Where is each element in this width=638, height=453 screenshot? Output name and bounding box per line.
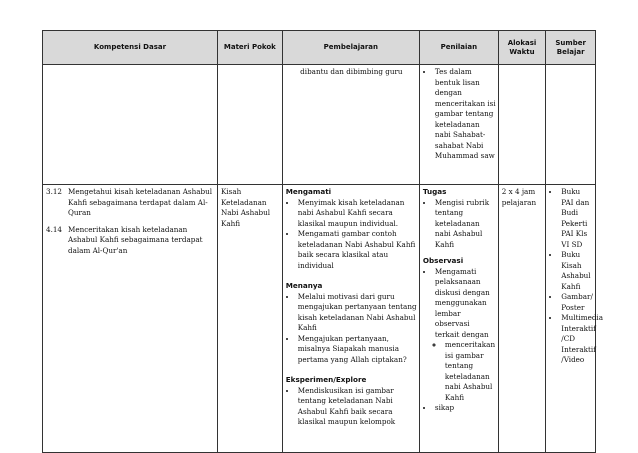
cell-pembelajaran-cont [282, 65, 419, 185]
section-heading-eksperimen: Eksperimen/Explore [285, 375, 367, 384]
header-kompetensi-dasar: Kompetensi Dasar [43, 31, 218, 65]
list-item: • Mendiskusikan isi gambar tentang keteladanan Nabi Ashabul Kahfi baik secara klasikal maupun kelompok [297, 386, 417, 428]
kd-number: 3.12 [46, 187, 63, 196]
cell-kompetensi-dasar [43, 185, 218, 453]
header-pembelajaran: Pembelajaran [282, 31, 419, 65]
pembelajaran-cont-text: dibantu dan dibimbing guru [300, 67, 403, 76]
kd-item [46, 225, 215, 257]
silabus-table [42, 30, 604, 453]
section-heading-tugas: Tugas [422, 187, 447, 196]
section-heading-menanya: Menanya [285, 281, 323, 290]
menanya-list [286, 292, 417, 366]
cell-materi-pokok [217, 185, 282, 453]
header-penilaian: Penilaian [419, 31, 498, 65]
kd-text: Menceritakan kisah keteladanan Ashabul Kahfi sebagaimana terdapat dalam Al-Qur'an [68, 224, 203, 255]
header-row [43, 31, 596, 65]
cell-sumber-belajar [546, 185, 604, 453]
list-item: • Melalui motivasi dari guru mengajukan pertanyaan tentang kisah keteladanan Nabi Ashabul Kahfi [297, 292, 417, 334]
cell-alokasi-waktu [498, 185, 546, 453]
eksperimen-list [286, 386, 417, 428]
mengamati-list [286, 198, 417, 272]
section-heading-mengamati: Mengamati [285, 187, 332, 196]
kd-number: 4.14 [46, 224, 63, 234]
list-item: • Mengisi rubrik tentang keteladanan nabi Ashabul Kahfi [434, 198, 496, 251]
header-alokasi-waktu: Alokasi Waktu [498, 31, 546, 65]
table-row-continuation [43, 65, 596, 185]
list-item: • Mengajukan pertanyaan, misalnya Siapakah manusia pertama yang Allah ciptakan? [297, 334, 417, 366]
table-row-main [43, 185, 596, 453]
list-item: • Multimedia Interaktif /CD Interaktif /Video [560, 313, 593, 366]
kd-item [46, 187, 215, 219]
list-item: ◦ menceritakan isi gambar tentang keteladanan nabi Ashabul Kahfi [444, 340, 496, 403]
list-item: • Mengamati gambar contoh keteladanan Nabi Ashabul Kahfi baik secara klasikal atau individual [297, 229, 417, 271]
list-item: • Buku PAI dan Budi Pekerti PAI Kls VI SD [560, 187, 593, 250]
observasi-sublist [435, 340, 496, 403]
list-item: • Gambar/ Poster [560, 292, 593, 313]
observasi-item-text: Mengamati pelaksanaan diskusi dengan menggunakan lembar observasi terkait dengan [434, 266, 490, 339]
list-item: • Buku Kisah Ashabul Kahfi [560, 250, 593, 292]
header-materi-pokok: Materi Pokok [217, 31, 282, 65]
kd-text: Mengetahui kisah keteladanan Ashabul Kahfi sebagaimana terdapat dalam Al-Quran [68, 187, 213, 217]
tugas-list [423, 198, 496, 251]
observasi-list [423, 267, 496, 414]
cell-penilaian [419, 185, 498, 453]
penilaian-cont-list [423, 67, 496, 162]
header-sumber-belajar: Sumber Belajar [546, 31, 596, 65]
list-item: • sikap [434, 403, 496, 414]
cell-kd-empty [43, 65, 218, 185]
list-item: • Tes dalam bentuk lisan dengan menceritakan isi gambar tentang keteladanan nabi Sahabat-sahabat Nabi Muhammad saw [434, 67, 496, 162]
cell-sumber-empty [546, 65, 596, 185]
alokasi-text: 2 x 4 jam pelajaran [501, 187, 537, 207]
list-item: • Menyimak kisah keteladanan nabi Ashabul Kahfi secara klasikal maupun individual. [297, 198, 417, 230]
list-item [434, 267, 496, 404]
cell-penilaian-cont [419, 65, 498, 185]
cell-alokasi-empty [498, 65, 546, 185]
cell-materi-empty [217, 65, 282, 185]
sumber-list [549, 187, 604, 366]
section-heading-observasi: Observasi [422, 256, 464, 265]
cell-pembelajaran [282, 185, 419, 453]
materi-text: Kisah Keteladanan Nabi Ashabul Kahfi [220, 187, 271, 228]
